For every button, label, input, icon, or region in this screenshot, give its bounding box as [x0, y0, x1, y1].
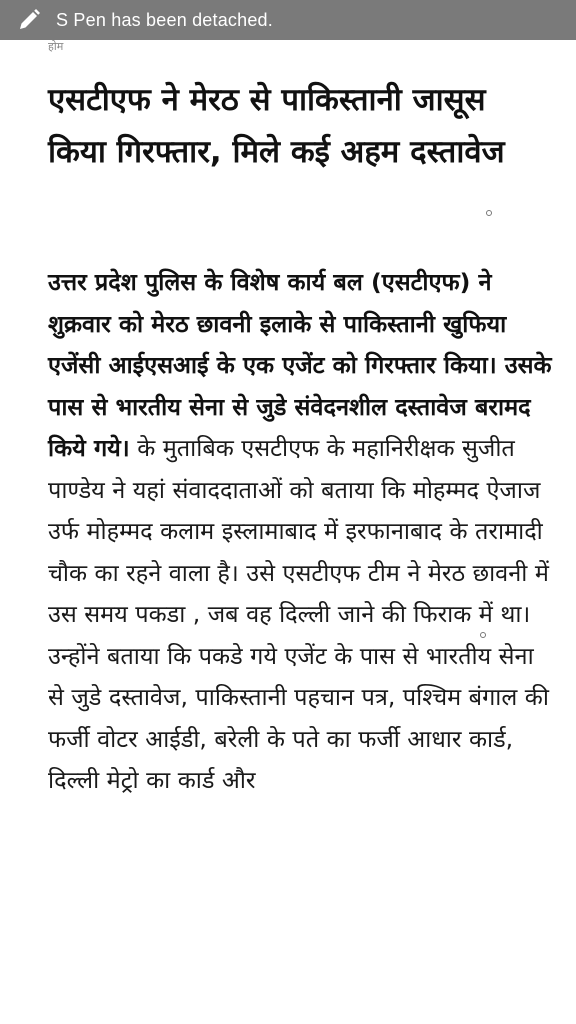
pen-icon: [16, 7, 42, 33]
article-body: [48, 262, 556, 802]
hover-pointer-dot: [480, 632, 486, 638]
article-headline: एसटीएफ ने मेरठ से पाकिस्तानी जासूस किया गिरफ्तार, मिले कई अहम दस्तावेज: [48, 82, 505, 170]
hover-pointer-dot: [486, 210, 492, 216]
article-lead: उत्तर प्रदेश पुलिस के विशेष कार्य बल (एसटीएफ) ने शुक्रवार को मेरठ छावनी इलाके से पाकिस्तानी खुफिया एजेंसी आईएसआई के एक एजेंट को गिरफ्तार किया। उसके पास से भारतीय सेना से जुडे संवेदनशील दस्तावेज बरामद किये गये।: [48, 268, 552, 462]
breadcrumb-home[interactable]: होम: [48, 40, 64, 53]
toast-message: S Pen has been detached.: [56, 9, 273, 30]
spen-detached-toast: [0, 0, 576, 40]
article-body-text: के मुताबिक एसटीएफ के महानिरीक्षक सुजीत पाण्डेय ने यहां संवाददाताओं को बताया कि मोहम्मद ऐजाज उर्फ मोहम्मद कलाम इस्लामाबाद में इरफानाबाद के तरामादी चौक का रहने वाला है। उसे एसटीएफ टीम ने मेरठ छावनी में उस समय पकडा , जब वह दिल्ली जाने की फिराक में था। उन्होंने बताया कि पकडे गये एजेंट के पास से भारतीय सेना से जुडे दस्तावेज, पाकिस्तानी पहचान पत्र, पश्चिम बंगाल की फर्जी वोटर आईडी, बरेली के पते का फर्जी आधार कार्ड, दिल्ली मेट्रो का कार्ड और: [48, 434, 549, 794]
